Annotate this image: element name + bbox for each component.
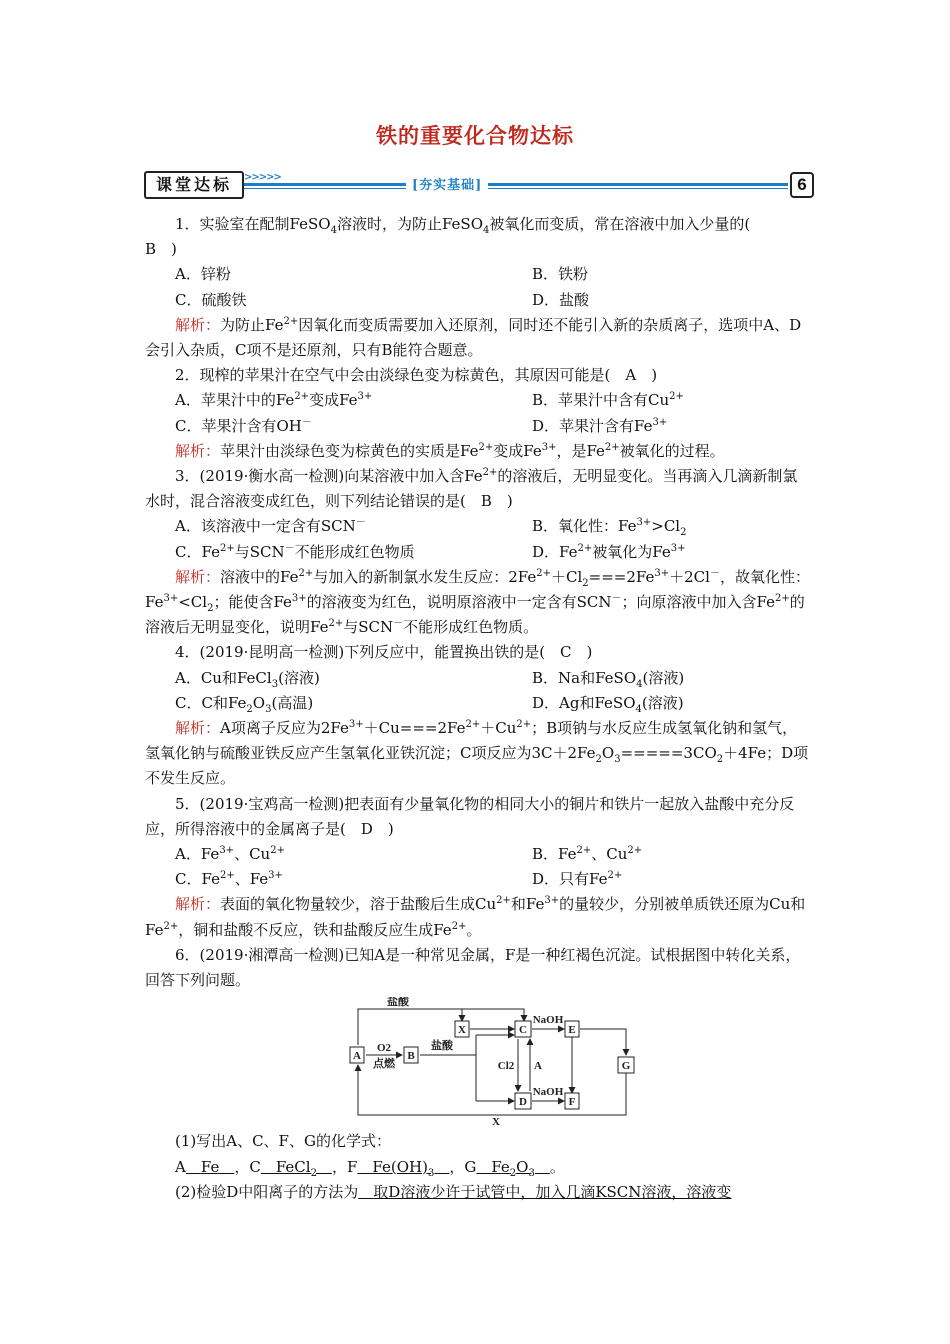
node-c: C [519,1024,527,1037]
answer-letter: C [560,643,572,662]
question-5-analysis: 解析：表面的氧化物量较少，溶于盐酸后生成$Cu^{2+}$和$Fe^{3+}$的量较少，分别被单质铁还原为Cu和$Fe^{2+}$，铜和盐酸不反应，铁和盐酸反应生成$Fe^{2+}$。 [145,895,806,939]
label-o2: O2 [376,1042,392,1055]
option-b: B．铁粉 [532,265,589,284]
option-c: C．$Fe^{2+}$、$Fe^{3+}$ [175,870,283,889]
diagram-svg [348,997,638,1125]
option-a: A．苹果汁中的$Fe^{2+}$变成$Fe^{3+}$ [175,391,373,410]
label-a-reagent: A [534,1060,542,1073]
option-a: A．Cu和FeCl$_3$(溶液) [175,668,320,690]
question-5-options-row1 [145,842,810,867]
option-c: C．硫酸铁 [175,290,247,309]
question-4-analysis: 解析：A项离子反应为$2Fe^{3+}+Cu===2Fe^{2+}+Cu^{2+}$；B项钠与水反应生成氢氧化钠和氢气，氢氧化钠与硫酸亚铁反应产生氢氧化亚铁沉淀；C项反应为$3C+2Fe_2O_3=====3CO_2+4Fe$；D项不发生反应。 [145,719,809,788]
exercise-content [145,212,810,1205]
question-3-analysis: 解析：溶液中的$Fe^{2+}$与加入的新制氯水发生反应：$2Fe^{2+}+Cl_2===2Fe^{3+}+2Cl^-$，故氧化性：$Fe^{3+}<Cl_2$；能使含$Fe^{3+}$的溶液变为红色，说明原溶液中一定含有SCN－；向原溶液中加入含$Fe^{2+}$的溶液后无明显变化，说明$Fe^{2+}$与SCN－不能形成红色物质。 [145,567,810,637]
section-number-badge: 6 [790,172,814,198]
node-b: B [407,1050,415,1063]
question-5-options-row2 [145,867,810,892]
arrows-decoration: >>>>> [244,172,281,183]
label-cl2: Cl2 [497,1060,515,1073]
blank-f: $Fe(OH)_3$ [357,1157,435,1179]
question-6-part2 [145,1180,810,1205]
answer-a: Fe [200,1157,220,1176]
question-6-stem: 6．(2019·湘潭高一检测)已知A是一种常见金属，F是一种红褐色沉淀。试根据图中转化关系，回答下列问题。 [145,945,801,990]
analysis-label: 解析： [175,895,221,914]
question-6-part1-answers: A Fe ，C FeCl$_2$ ，F $Fe(OH)_3$ ，G $Fe_2O_3$ 。 [175,1157,565,1179]
option-a: A．锌粉 [175,265,231,284]
question-1-analysis: 解析：为防止$Fe^{2+}$因氧化而变质需要加入还原剂，同时还不能引入新的杂质离子，选项中A、D会引入杂质，C项不是还原剂，只有B能符合题意。 [145,315,802,360]
question-5-stem: 5．(2019·宝鸡高一检测)把表面有少量氧化物的相同大小的铜片和铁片一起放入盐酸中充分反应，所得溶液中的金属离子是( D ) [145,794,795,838]
question-3-stem: 3．(2019·衡水高一检测)向某溶液中加入含$Fe^{2+}$的溶液后，无明显变化。当再滴入几滴新制氯水时，混合溶液变成红色，则下列结论错误的是( B ) [145,467,798,511]
option-c: C．$Fe^{2+}$与SCN－不能形成红色物质 [175,542,415,561]
blank-g: $Fe_2O_3$ [476,1157,535,1179]
answer-letter: D [360,819,373,838]
node-e: E [568,1024,576,1037]
label-naoh-top: NaOH [532,1014,564,1027]
analysis-label: 解析： [175,315,221,334]
option-b: B．苹果汁中含有$Cu^{2+}$ [532,391,684,410]
option-c: C．C和$Fe_2O_3$(高温) [175,693,314,715]
section-label: 课堂达标 [144,171,244,199]
label-hcl-mid: 盐酸 [431,1040,453,1053]
node-x: X [458,1024,466,1037]
label-hcl-top: 盐酸 [387,997,409,1009]
question-6-part1-label: (1)写出A、C、F、G的化学式： [175,1132,391,1151]
analysis-label: 解析： [175,719,221,738]
question-1-answer: B ) [145,240,177,259]
option-d: D．只有$Fe^{2+}$ [532,870,623,889]
blank-a [186,1158,235,1176]
blank-c: FeCl$_2$ [260,1157,317,1179]
header-rule [244,183,788,186]
question-3-options-row2 [145,540,810,565]
node-a: A [353,1050,361,1063]
option-b: B．$Fe^{2+}$、$Cu^{2+}$ [532,845,643,864]
option-a: A．$Fe^{3+}$、$Cu^{2+}$ [175,845,285,864]
analysis-label: 解析： [175,567,221,586]
label-ignite: 点燃 [373,1058,395,1071]
option-a: A．该溶液中一定含有SCN－ [175,517,366,536]
option-b: B．Na和FeSO$_4$(溶液) [532,668,685,690]
question-1-options-row1 [145,262,810,287]
analysis-label: 解析： [175,441,221,460]
question-2-options-row2 [145,414,810,439]
header-rule-thin [244,188,788,189]
option-d: D．苹果汁含有$Fe^{3+}$ [532,416,668,435]
node-f: F [568,1096,576,1109]
part2-answer [358,1183,731,1201]
option-b: B．氧化性：$Fe^{3+}>Cl_2$ [532,517,687,539]
option-d: D．盐酸 [532,290,590,309]
option-d: D．Ag和FeSO$_4$(溶液) [532,693,684,715]
answer-letter: B [145,240,157,259]
option-c: C．苹果汁含有OH－ [175,416,312,435]
question-1-stem: 1．实验室在配制FeSO$_4$溶液时，为防止FeSO$_4$被氧化而变质，常在溶液中加入少量的( [175,215,751,236]
part2-label: (2)检验D中阳离子的方法为 [175,1182,359,1201]
node-g: G [621,1060,631,1073]
question-2-analysis: 解析：苹果汁由淡绿色变为棕黄色的实质是$Fe^{2+}$变成$Fe^{3+}$，是$Fe^{2+}$被氧化的过程。 [175,441,725,460]
section-subtitle: [夯实基础] [406,174,488,193]
answer-letter: B [480,492,492,511]
option-d: D．$Fe^{2+}$被氧化为$Fe^{3+}$ [532,542,686,561]
question-1-options-row2 [145,288,810,313]
label-x-bottom: X [492,1116,500,1126]
section-header-band [144,168,814,200]
question-2-options-row1 [145,388,810,413]
question-4-stem: 4．(2019·昆明高一检测)下列反应中，能置换出铁的是( C ) [175,643,593,662]
question-2-stem: 2．现榨的苹果汁在空气中会由淡绿色变为棕黄色，其原因可能是( A ) [175,366,658,385]
question-3-options-row1 [145,514,810,539]
node-d: D [519,1096,527,1109]
label-naoh-bottom: NaOH [532,1086,564,1099]
question-4-options-row1 [145,666,810,691]
conversion-diagram [145,997,810,1125]
question-4-options-row2 [145,691,810,716]
part2-answer-text: 取D溶液少许于试管中，加入几滴KSCN溶液，溶液变 [373,1182,732,1201]
answer-letter: A [625,366,637,385]
page-title: 铁的重要化合物达标 [376,123,574,148]
